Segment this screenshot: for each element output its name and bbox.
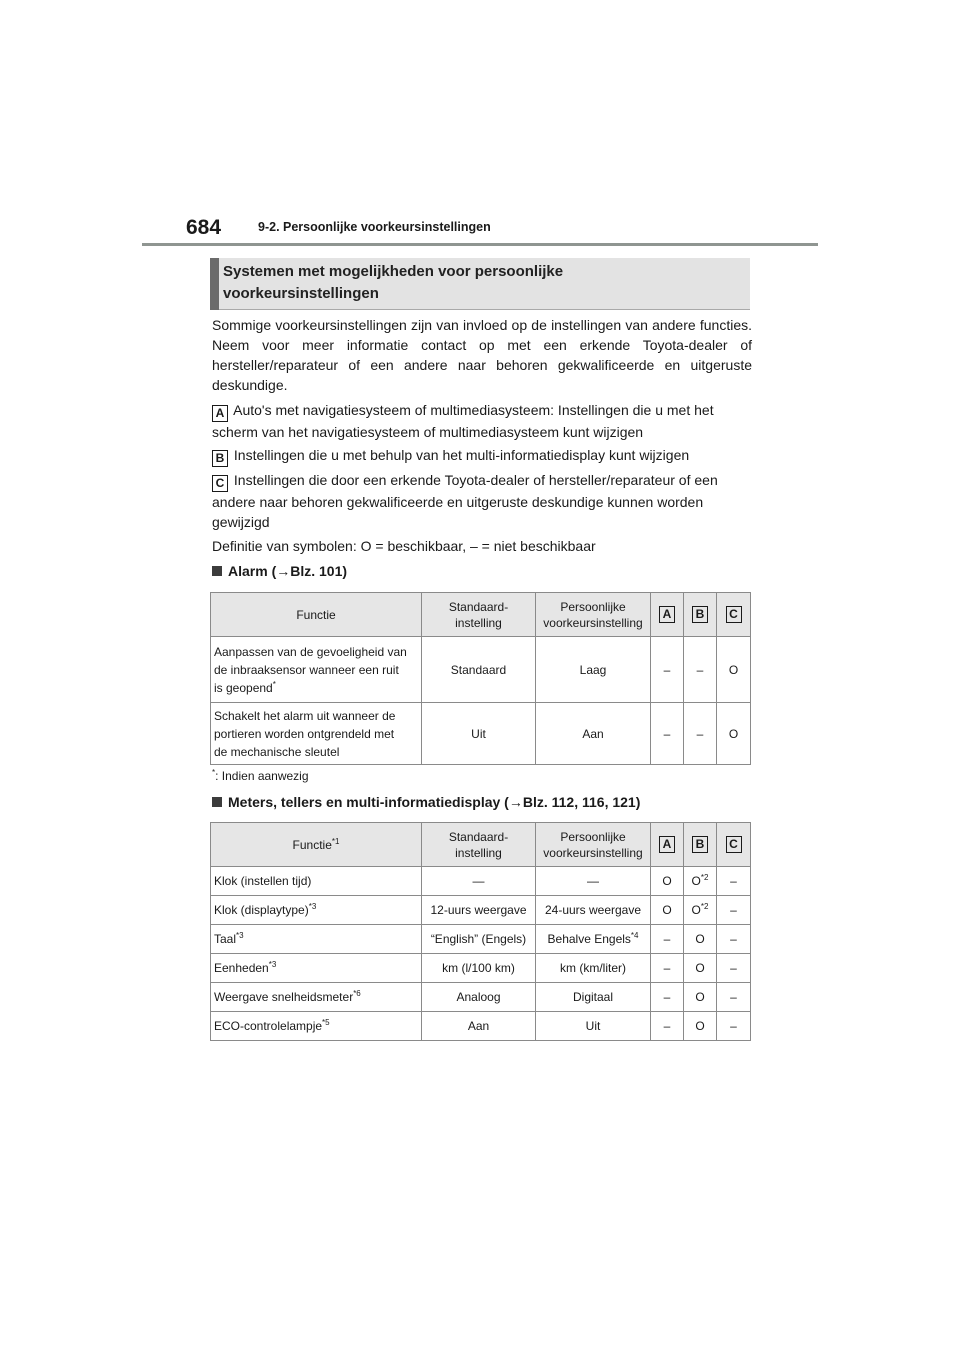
col-functie: Functie [211, 593, 422, 637]
row-default: km (l/100 km) [422, 954, 536, 983]
legend-c-badge: C [212, 475, 228, 492]
row-custom: Behalve Engels$^{*4}$ [536, 925, 651, 954]
row-custom: 24-uurs weergave [536, 896, 651, 925]
square-bullet-icon [212, 566, 222, 576]
legend-a-badge: A [212, 405, 228, 422]
col-b [684, 593, 717, 637]
row-a: – [651, 1012, 684, 1041]
row-function: Klok (instellen tijd) [211, 867, 422, 896]
row-function: Weergave snelheidsmeter$^{*6}$ [211, 983, 422, 1012]
footnote: *: Indien aanwezig [212, 768, 309, 783]
row-b: $O^{*2}$ [684, 867, 717, 896]
heading-line-2: voorkeursinstellingen [223, 285, 379, 302]
row-c: – [717, 925, 751, 954]
legend-b-text: Instellingen die u met behulp van het multi-informatiedisplay kunt wijzigen [233, 447, 690, 463]
legend-c-text: Instellingen die door een erkende Toyota-dealer of hersteller/reparateur of een andere naar behoren gekwalificeerde en uitgeruste deskundige kunnen worden gewijzigd [212, 472, 718, 530]
row-b: – [684, 703, 717, 765]
col-persoonlijke: Persoonlijke voorkeursinstelling [536, 823, 651, 867]
row-custom: km (km/liter) [536, 954, 651, 983]
col-a [651, 593, 684, 637]
page-number: 684 [186, 216, 222, 239]
row-b: O [684, 1012, 717, 1041]
legend-a [212, 400, 752, 442]
col-c [717, 593, 751, 637]
heading-accent-bar [210, 258, 219, 310]
col-functie: Functie$^{*1}$ [211, 823, 422, 867]
legend-b [212, 445, 752, 467]
row-default: Uit [422, 703, 536, 765]
alarm-table [210, 592, 751, 765]
row-default: Aan [422, 1012, 536, 1041]
row-b: – [684, 637, 717, 703]
table-row [211, 983, 751, 1012]
legend-a-text: Auto's met navigatiesysteem of multimediasysteem: Instellingen die u met het scherm van het navigatiesysteem of multimediasysteem kunt wijzigen [212, 402, 714, 440]
alarm-subheading [212, 563, 347, 579]
row-c: O [717, 703, 751, 765]
col-a [651, 823, 684, 867]
row-function: Schakelt het alarm uit wanneer de portieren worden ontgrendeld met de mechanische sleutel [211, 703, 422, 765]
table-row [211, 1012, 751, 1041]
badge-a: A [659, 606, 675, 623]
row-b: O [684, 983, 717, 1012]
row-c: – [717, 954, 751, 983]
col-c [717, 823, 751, 867]
row-custom: Digitaal [536, 983, 651, 1012]
badge-b: B [692, 606, 708, 623]
row-default: — [422, 867, 536, 896]
section-heading [210, 258, 750, 310]
row-c: – [717, 983, 751, 1012]
legend-c [212, 470, 752, 532]
square-bullet-icon [212, 797, 222, 807]
col-standaard: Standaard- instelling [422, 823, 536, 867]
col-persoonlijke: Persoonlijke voorkeursinstelling [536, 593, 651, 637]
row-a: O [651, 867, 684, 896]
intro-paragraph: Sommige voorkeursinstellingen zijn van invloed op de instellingen van andere functies. Neem voor meer informatie contact op met een erkende Toyota-dealer of hersteller/reparateur of een andere naar behoren gekwalificeerde en uitgeruste deskundige. [212, 317, 752, 393]
header-divider [142, 243, 818, 246]
table-row [211, 867, 751, 896]
badge-a: A [659, 836, 675, 853]
heading-line-1: Systemen met mogelijkheden voor persoonlijke [223, 263, 564, 280]
row-function: Taal$^{*3}$ [211, 925, 422, 954]
alarm-title: Alarm (→Blz. 101) [228, 563, 348, 579]
table-row [211, 703, 751, 765]
row-function: Eenheden$^{*3}$ [211, 954, 422, 983]
table-header-row [211, 593, 751, 637]
row-c: – [717, 896, 751, 925]
row-c: – [717, 867, 751, 896]
row-function: Klok (displaytype)$^{*3}$ [211, 896, 422, 925]
row-a: – [651, 637, 684, 703]
row-c: O [717, 637, 751, 703]
row-a: – [651, 703, 684, 765]
row-function: Aanpassen van de gevoeligheid van de inbraaksensor wanneer een ruit is geopend* [211, 637, 422, 703]
row-default: 12-uurs weergave [422, 896, 536, 925]
table-row [211, 954, 751, 983]
legend-b-badge: B [212, 450, 228, 467]
row-default: Standaard [422, 637, 536, 703]
col-standaard: Standaard- instelling [422, 593, 536, 637]
row-default: “English” (Engels) [422, 925, 536, 954]
meters-table [210, 822, 751, 1041]
row-a: – [651, 925, 684, 954]
meters-subheading [212, 794, 640, 810]
row-a: – [651, 954, 684, 983]
symbols-definition: Definitie van symbolen: O = beschikbaar, – = niet beschikbaar [212, 538, 596, 554]
section-title: 9-2. Persoonlijke voorkeursinstellingen [258, 220, 491, 234]
col-b [684, 823, 717, 867]
badge-c: C [726, 836, 742, 853]
row-custom: Uit [536, 1012, 651, 1041]
table-row [211, 925, 751, 954]
table-row [211, 637, 751, 703]
heading-text [223, 261, 563, 305]
badge-b: B [692, 836, 708, 853]
row-custom: — [536, 867, 651, 896]
badge-c: C [726, 606, 742, 623]
row-b: O [684, 925, 717, 954]
row-b: O [684, 954, 717, 983]
meters-title: Meters, tellers en multi-informatiedisplay (→Blz. 112, 116, 121) [228, 794, 641, 810]
row-custom: Aan [536, 703, 651, 765]
row-c: – [717, 1012, 751, 1041]
row-custom: Laag [536, 637, 651, 703]
table-row [211, 896, 751, 925]
row-a: O [651, 896, 684, 925]
row-a: – [651, 983, 684, 1012]
row-default: Analoog [422, 983, 536, 1012]
table-header-row [211, 823, 751, 867]
row-function: ECO-controlelampje$^{*5}$ [211, 1012, 422, 1041]
row-b: $O^{*2}$ [684, 896, 717, 925]
